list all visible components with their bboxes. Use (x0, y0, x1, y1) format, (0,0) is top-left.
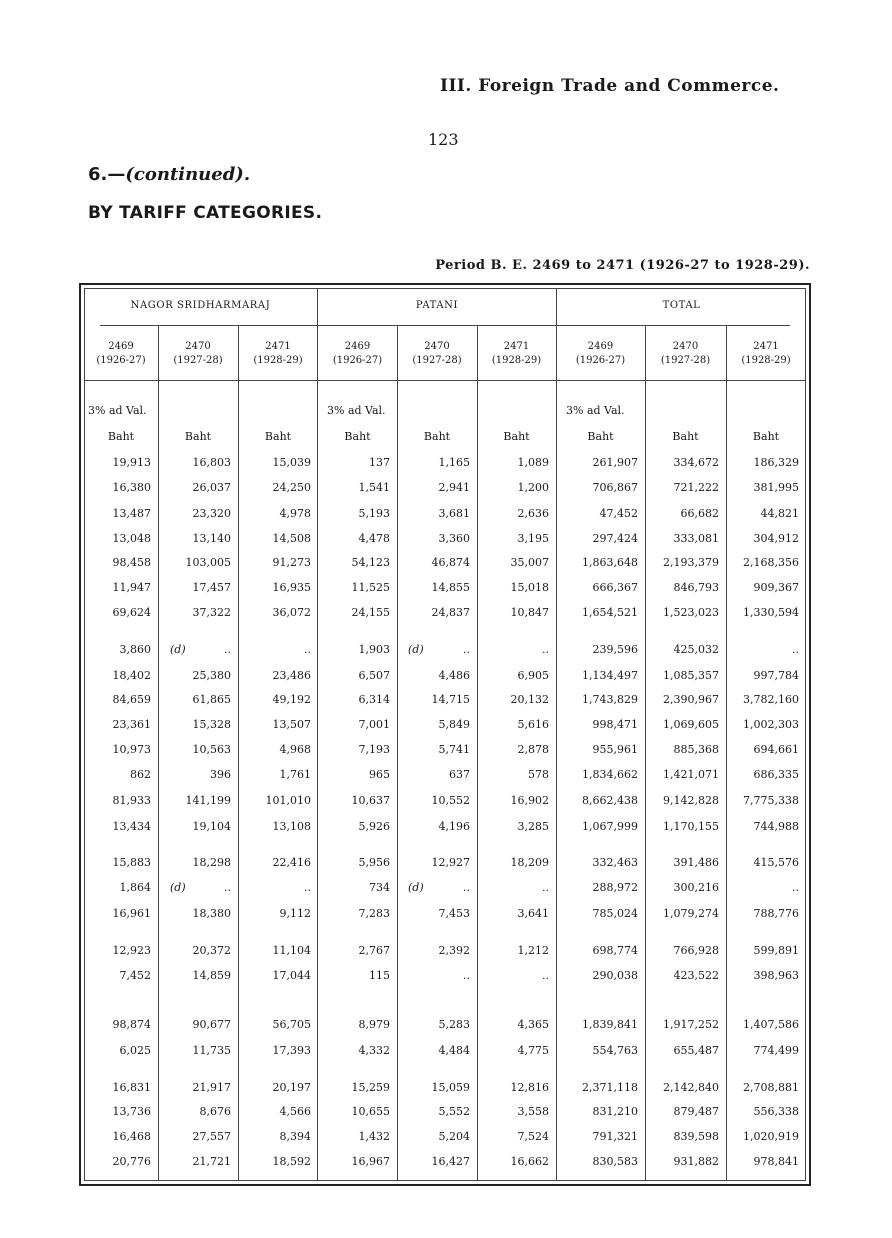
unit-label: Baht (587, 430, 614, 443)
group-divider (317, 288, 318, 1181)
table-cell: 423,522 (673, 969, 719, 982)
table-cell: 879,487 (673, 1105, 719, 1118)
table-cell: 7,193 (358, 743, 390, 756)
table-cell: 36,072 (272, 606, 311, 619)
table-cell: 16,468 (112, 1130, 151, 1143)
table-cell: 69,624 (112, 606, 151, 619)
table-cell: .. (224, 643, 231, 656)
table-cell: 1,002,303 (743, 718, 799, 731)
table-cell: 1,541 (358, 481, 390, 494)
table-cell: 21,917 (192, 1081, 231, 1094)
table-cell: 1,421,071 (663, 768, 719, 781)
table-cell: 666,367 (592, 581, 638, 594)
table-cell: 10,655 (351, 1105, 390, 1118)
table-cell: 1,523,023 (663, 606, 719, 619)
table-cell: 2,193,379 (663, 556, 719, 569)
table-cell: 46,874 (431, 556, 470, 569)
table-cell: 288,972 (592, 881, 638, 894)
table-cell: .. (792, 881, 799, 894)
table-cell: 5,926 (358, 820, 390, 833)
table-cell: 12,927 (431, 856, 470, 869)
table-number-label: 6.— (88, 164, 126, 185)
footnote-mark: (d) (170, 881, 186, 894)
table-cell: .. (542, 969, 549, 982)
year-ce: (1926-27) (96, 355, 146, 366)
year-be: 2471 (753, 341, 779, 352)
table-cell: 103,005 (185, 556, 231, 569)
table-cell: 27,557 (192, 1130, 231, 1143)
table-cell: 885,368 (673, 743, 719, 756)
table-cell: 788,776 (753, 907, 799, 920)
table-cell: 839,598 (673, 1130, 719, 1143)
column-divider (397, 325, 398, 1181)
table-cell: 6,025 (119, 1044, 151, 1057)
table-cell: 830,583 (592, 1155, 638, 1168)
footnote-mark: (d) (170, 643, 186, 656)
table-cell: 655,487 (673, 1044, 719, 1057)
table-cell: 3,860 (119, 643, 151, 656)
table-cell: 44,821 (760, 507, 799, 520)
table-cell: 1,903 (358, 643, 390, 656)
table-cell: 22,416 (272, 856, 311, 869)
table-cell: 6,905 (517, 669, 549, 682)
table-cell: 332,463 (592, 856, 638, 869)
table-cell: 5,204 (438, 1130, 470, 1143)
table-cell: 16,803 (192, 456, 231, 469)
table-cell: 1,020,919 (743, 1130, 799, 1143)
table-cell: 20,132 (510, 693, 549, 706)
table-cell: 20,372 (192, 944, 231, 957)
table-cell: 1,067,999 (582, 820, 638, 833)
table-cell: 290,038 (592, 969, 638, 982)
group-header: NAGOR SRIDHARMARAJ (130, 300, 271, 311)
table-cell: 19,104 (192, 820, 231, 833)
table-cell: 115 (369, 969, 390, 982)
table-cell: 16,935 (272, 581, 311, 594)
table-cell: 4,196 (438, 820, 470, 833)
column-divider (645, 325, 646, 1181)
table-cell: 2,390,967 (663, 693, 719, 706)
table-cell: 425,032 (673, 643, 719, 656)
table-cell: 7,001 (358, 718, 390, 731)
table-cell: 11,735 (192, 1044, 231, 1057)
table-cell: 5,283 (438, 1018, 470, 1031)
table-cell: 5,552 (438, 1105, 470, 1118)
table-cell: 831,210 (592, 1105, 638, 1118)
table-cell: 686,335 (753, 768, 799, 781)
unit-label: Baht (184, 430, 212, 443)
table-cell: 15,059 (431, 1081, 470, 1094)
ad-valorem-note: 3% ad Val. (327, 404, 386, 417)
table-cell: 7,524 (517, 1130, 549, 1143)
table-cell: 25,380 (192, 669, 231, 682)
table-cell: 5,616 (517, 718, 549, 731)
year-ce: (1927-28) (412, 355, 462, 366)
year-ce: (1927-28) (660, 355, 711, 366)
table-cell: 15,328 (192, 718, 231, 731)
table-cell: 13,507 (272, 718, 311, 731)
unit-label: Baht (423, 430, 451, 443)
table-cell: 1,834,662 (582, 768, 638, 781)
table-cell: 10,563 (192, 743, 231, 756)
table-cell: 791,321 (592, 1130, 638, 1143)
table-cell: .. (792, 643, 799, 656)
table-cell: 23,486 (272, 669, 311, 682)
ad-valorem-note: 3% ad Val. (88, 404, 147, 417)
table-cell: 15,039 (272, 456, 311, 469)
table-cell: 721,222 (673, 481, 719, 494)
table-cell: 2,767 (358, 944, 390, 957)
table-cell: 3,360 (438, 532, 470, 545)
unit-label: Baht (672, 430, 699, 443)
year-be: 2471 (503, 341, 530, 352)
table-cell: 931,882 (673, 1155, 719, 1168)
table-cell: .. (463, 643, 470, 656)
page-number: 123 (428, 130, 459, 149)
table-cell: 1,134,497 (582, 669, 638, 682)
table-cell: 16,380 (112, 481, 151, 494)
table-cell: 297,424 (592, 532, 638, 545)
table-cell: 13,140 (192, 532, 231, 545)
table-cell: 5,849 (438, 718, 470, 731)
table-cell: 1,212 (517, 944, 549, 957)
table-cell: 637 (449, 768, 470, 781)
table-cell: 11,525 (351, 581, 390, 594)
table-cell: 4,968 (279, 743, 311, 756)
table-cell: 9,112 (279, 907, 311, 920)
table-cell: 20,776 (112, 1155, 151, 1168)
table-cell: 8,394 (279, 1130, 311, 1143)
table-cell: 554,763 (592, 1044, 638, 1057)
table-cell: 998,471 (592, 718, 638, 731)
table-cell: 261,907 (592, 456, 638, 469)
table-cell: 17,393 (272, 1044, 311, 1057)
table-cell: 26,037 (192, 481, 231, 494)
table-cell: 2,941 (438, 481, 470, 494)
table-cell: 1,069,605 (663, 718, 719, 731)
table-cell: 47,452 (599, 507, 638, 520)
year-be: 2470 (672, 341, 699, 352)
table-continued-label: (continued). (125, 164, 251, 185)
table-cell: 398,963 (753, 969, 799, 982)
table-cell: 978,841 (753, 1155, 799, 1168)
year-header (397, 340, 477, 368)
table-cell: 18,380 (192, 907, 231, 920)
column-divider (158, 325, 159, 1181)
table-cell: 1,864 (119, 881, 151, 894)
table-cell: 18,298 (192, 856, 231, 869)
table-cell: 19,913 (112, 456, 151, 469)
table-cell: 734 (369, 881, 390, 894)
year-header (477, 340, 556, 368)
table-cell: 18,592 (272, 1155, 311, 1168)
table-cell: 304,912 (753, 532, 799, 545)
table-cell: 10,552 (431, 794, 470, 807)
table-cell: 20,197 (272, 1081, 311, 1094)
table-cell: 578 (528, 768, 549, 781)
table-cell: 706,867 (592, 481, 638, 494)
table-cell: 556,338 (753, 1105, 799, 1118)
year-be: 2470 (185, 341, 211, 352)
table-cell: 1,761 (279, 768, 311, 781)
year-be: 2469 (344, 341, 371, 352)
table-cell: 391,486 (673, 856, 719, 869)
table-cell: 84,659 (112, 693, 151, 706)
table-cell: 1,863,648 (582, 556, 638, 569)
group-header: PATANI (415, 300, 459, 311)
table-cell: 415,576 (753, 856, 799, 869)
table-cell: 11,104 (272, 944, 311, 957)
table-cell: 300,216 (673, 881, 719, 894)
table-cell: 66,682 (680, 507, 719, 520)
table-cell: 4,332 (358, 1044, 390, 1057)
table-cell: 6,314 (358, 693, 390, 706)
table-cell: 37,322 (192, 606, 231, 619)
table-cell: 3,641 (517, 907, 549, 920)
column-divider (238, 325, 239, 1181)
table-cell: 16,902 (510, 794, 549, 807)
table-cell: 2,392 (438, 944, 470, 957)
table-cell: 141,199 (185, 794, 231, 807)
table-cell: 13,108 (272, 820, 311, 833)
table-cell: 3,285 (517, 820, 549, 833)
table-number (88, 164, 250, 185)
table-cell: 5,956 (358, 856, 390, 869)
table-cell: 1,654,521 (582, 606, 638, 619)
footnote-mark: (d) (408, 643, 424, 656)
year-header (238, 340, 318, 368)
table-cell: 698,774 (592, 944, 638, 957)
table-cell: 10,847 (510, 606, 549, 619)
table-cell: 14,508 (272, 532, 311, 545)
year-ce: (1926-27) (332, 355, 383, 366)
table-cell: 1,165 (438, 456, 470, 469)
table-cell: 4,484 (438, 1044, 470, 1057)
table-cell: 17,457 (192, 581, 231, 594)
table-cell: 49,192 (272, 693, 311, 706)
table-cell: 13,048 (112, 532, 151, 545)
table-cell: 16,662 (510, 1155, 549, 1168)
year-header (556, 340, 645, 368)
table-cell: .. (463, 881, 470, 894)
table-cell: 12,816 (510, 1081, 549, 1094)
table-cell: 15,259 (351, 1081, 390, 1094)
table-cell: 2,708,881 (743, 1081, 799, 1094)
table-cell: 599,891 (753, 944, 799, 957)
table-cell: 1,743,829 (582, 693, 638, 706)
table-cell: 14,855 (431, 581, 470, 594)
table-cell: .. (304, 881, 311, 894)
table-cell: 8,979 (358, 1018, 390, 1031)
table-cell: 16,831 (112, 1081, 151, 1094)
table-cell: 56,705 (272, 1018, 311, 1031)
table-cell: 4,486 (438, 669, 470, 682)
year-be: 2469 (108, 341, 134, 352)
table-cell: 909,367 (753, 581, 799, 594)
table-cell: 766,928 (673, 944, 719, 957)
table-cell: 744,988 (753, 820, 799, 833)
table-cell: 334,672 (673, 456, 719, 469)
table-cell: 1,839,841 (582, 1018, 638, 1031)
period-line: Period B. E. 2469 to 2471 (1926-27 to 1928-29). (435, 258, 810, 273)
table-cell: 11,947 (112, 581, 151, 594)
unit-label: Baht (107, 430, 135, 443)
table-cell: 1,079,274 (663, 907, 719, 920)
year-header (645, 340, 726, 368)
table-cell: 239,596 (592, 643, 638, 656)
group-header-rule (100, 325, 790, 326)
table-cell: 137 (369, 456, 390, 469)
table-cell: 23,320 (192, 507, 231, 520)
table-cell: 2,168,356 (743, 556, 799, 569)
year-ce: (1928-29) (741, 355, 791, 366)
table-cell: 24,250 (272, 481, 311, 494)
table-cell: 7,283 (358, 907, 390, 920)
table-cell: 61,865 (192, 693, 231, 706)
table-cell: .. (542, 881, 549, 894)
table-cell: 955,961 (592, 743, 638, 756)
table-cell: 16,967 (351, 1155, 390, 1168)
table-cell: 381,995 (753, 481, 799, 494)
table-cell: 6,507 (358, 669, 390, 682)
table-cell: 2,636 (517, 507, 549, 520)
footnote-mark: (d) (408, 881, 424, 894)
table-cell: 4,365 (517, 1018, 549, 1031)
table-cell: 98,874 (112, 1018, 151, 1031)
table-cell: 35,007 (510, 556, 549, 569)
table-cell: 8,662,438 (582, 794, 638, 807)
table-cell: 54,123 (351, 556, 390, 569)
table-subtitle: BY TARIFF CATEGORIES. (88, 203, 323, 223)
table-cell: 3,782,160 (743, 693, 799, 706)
unit-label: Baht (344, 430, 371, 443)
table-cell: 3,558 (517, 1105, 549, 1118)
table-cell: 4,566 (279, 1105, 311, 1118)
table-cell: 1,432 (358, 1130, 390, 1143)
table-cell: 694,661 (753, 743, 799, 756)
section-title: III. Foreign Trade and Commerce. (440, 76, 780, 96)
table-cell: 2,371,118 (582, 1081, 638, 1094)
table-cell: 91,273 (272, 556, 311, 569)
table-cell: 12,923 (112, 944, 151, 957)
table-cell: 3,681 (438, 507, 470, 520)
year-header (318, 340, 397, 368)
unit-label: Baht (503, 430, 530, 443)
table-cell: 21,721 (192, 1155, 231, 1168)
table-cell: 1,170,155 (663, 820, 719, 833)
table-cell: 81,933 (112, 794, 151, 807)
table-cell: 862 (130, 768, 151, 781)
table-cell: 7,775,338 (743, 794, 799, 807)
year-be: 2471 (265, 341, 291, 352)
table-cell: 13,434 (112, 820, 151, 833)
year-ce: (1928-29) (491, 355, 542, 366)
group-divider (556, 288, 557, 1181)
table-cell: 24,155 (351, 606, 390, 619)
table-cell: .. (224, 881, 231, 894)
year-header-rule (84, 380, 806, 381)
table-cell: 1,330,594 (743, 606, 799, 619)
table-cell: 14,715 (431, 693, 470, 706)
table-cell: 7,453 (438, 907, 470, 920)
table-cell: 997,784 (753, 669, 799, 682)
table-cell: 13,487 (112, 507, 151, 520)
group-header: TOTAL (662, 300, 701, 311)
table-cell: 846,793 (673, 581, 719, 594)
table-cell: 10,973 (112, 743, 151, 756)
table-cell: 24,837 (431, 606, 470, 619)
table-cell: 396 (210, 768, 231, 781)
table-cell: 5,193 (358, 507, 390, 520)
table-cell: 18,402 (112, 669, 151, 682)
year-header (158, 340, 238, 368)
table-cell: 101,010 (265, 794, 311, 807)
table-cell: 1,085,357 (663, 669, 719, 682)
table-cell: 4,978 (279, 507, 311, 520)
unit-label: Baht (752, 430, 780, 443)
table-cell: .. (463, 969, 470, 982)
year-header (84, 340, 158, 368)
table-cell: 2,142,840 (663, 1081, 719, 1094)
column-divider (726, 325, 727, 1181)
table-cell: 10,637 (351, 794, 390, 807)
table-cell: 16,961 (112, 907, 151, 920)
table-cell: .. (304, 643, 311, 656)
year-be: 2470 (424, 341, 450, 352)
year-be: 2469 (587, 341, 614, 352)
table-cell: 3,195 (517, 532, 549, 545)
table-cell: 13,736 (112, 1105, 151, 1118)
table-cell: 23,361 (112, 718, 151, 731)
table-cell: 16,427 (431, 1155, 470, 1168)
table-cell: 1,917,252 (663, 1018, 719, 1031)
table-cell: 9,142,828 (663, 794, 719, 807)
table-cell: 4,478 (358, 532, 390, 545)
year-ce: (1927-28) (173, 355, 223, 366)
table-cell: 18,209 (510, 856, 549, 869)
table-cell: 15,018 (510, 581, 549, 594)
table-cell: 2,878 (517, 743, 549, 756)
table-cell: 333,081 (673, 532, 719, 545)
ad-valorem-note: 3% ad Val. (566, 404, 625, 417)
table-cell: 965 (369, 768, 390, 781)
table-cell: 98,458 (112, 556, 151, 569)
unit-label: Baht (264, 430, 292, 443)
column-divider (477, 325, 478, 1181)
table-cell: 1,089 (517, 456, 549, 469)
year-ce: (1926-27) (575, 355, 626, 366)
table-cell: 1,407,586 (743, 1018, 799, 1031)
year-header (726, 340, 806, 368)
table-cell: 4,775 (517, 1044, 549, 1057)
table-cell: 186,329 (753, 456, 799, 469)
table-cell: 15,883 (112, 856, 151, 869)
table-cell: 90,677 (192, 1018, 231, 1031)
table-cell: 1,200 (517, 481, 549, 494)
year-ce: (1928-29) (253, 355, 303, 366)
table-cell: 785,024 (592, 907, 638, 920)
table-cell: 7,452 (119, 969, 151, 982)
table-cell: 5,741 (438, 743, 470, 756)
table-cell: 14,859 (192, 969, 231, 982)
table-cell: .. (542, 643, 549, 656)
table-cell: 774,499 (753, 1044, 799, 1057)
table-cell: 17,044 (272, 969, 311, 982)
table-cell: 8,676 (199, 1105, 231, 1118)
